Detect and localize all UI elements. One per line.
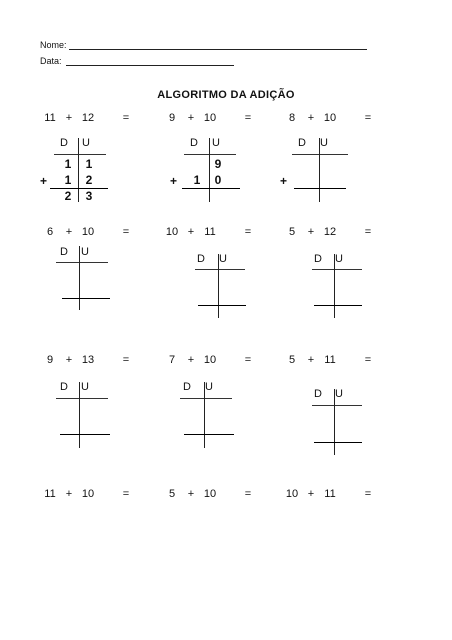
addend-b: 10: [203, 112, 217, 124]
units-label: U: [81, 246, 89, 258]
column-divider: [78, 138, 79, 202]
date-label: Data:: [40, 56, 62, 66]
header-line: [312, 405, 362, 406]
problem-1: [38, 112, 138, 222]
column-divider: [79, 382, 80, 448]
header-line: [54, 154, 106, 155]
units-label: U: [205, 381, 213, 393]
units-label: U: [82, 137, 90, 149]
digit-bottom-units: 2: [85, 173, 93, 187]
digit-top-units: 1: [85, 157, 93, 171]
units-label: U: [81, 381, 89, 393]
addend-b: 11: [324, 488, 336, 500]
tens-label: D: [60, 381, 68, 393]
column-divider: [204, 382, 205, 448]
equation: [160, 112, 260, 124]
addend-a: 5: [288, 354, 296, 366]
sum-line: [294, 188, 346, 189]
addend-b: 10: [81, 226, 95, 238]
header-line: [195, 269, 245, 270]
equals-sign: =: [122, 226, 130, 238]
addend-a: 10: [165, 226, 179, 238]
addend-b: 10: [323, 112, 337, 124]
tens-label: D: [183, 381, 191, 393]
equals-sign: =: [244, 226, 252, 238]
date-field[interactable]: [40, 56, 240, 68]
equation: [160, 354, 260, 366]
sum-line: [314, 442, 362, 443]
equals-sign: =: [244, 488, 252, 500]
units-label: U: [335, 253, 343, 265]
tens-label: D: [314, 253, 322, 265]
equation: [38, 112, 138, 124]
problem-10: [38, 488, 138, 598]
addend-a: 11: [44, 112, 56, 124]
addend-a: 10: [285, 488, 299, 500]
name-field[interactable]: [40, 40, 370, 52]
units-label: U: [335, 388, 343, 400]
header-line: [56, 262, 108, 263]
digit-bottom-tens: 1: [193, 173, 201, 187]
equals-sign: =: [122, 112, 130, 124]
addend-b: 10: [203, 488, 217, 500]
addend-a: 6: [46, 226, 54, 238]
operator: +: [307, 226, 315, 238]
addend-b: 12: [323, 226, 337, 238]
equals-sign: =: [364, 112, 372, 124]
column-divider: [209, 138, 210, 202]
units-label: U: [320, 137, 328, 149]
equals-sign: =: [364, 488, 372, 500]
problem-5: [160, 226, 260, 336]
addend-b: 11: [324, 354, 336, 366]
digit-bottom-tens: 1: [64, 173, 72, 187]
header-line: [312, 269, 362, 270]
sum-line: [62, 298, 110, 299]
operator: +: [307, 488, 315, 500]
problem-11: [160, 488, 260, 598]
problem-9: [280, 354, 380, 464]
operator: +: [187, 112, 195, 124]
sum-line: [184, 434, 234, 435]
addend-a: 5: [168, 488, 176, 500]
column-divider: [79, 246, 80, 310]
digit-result-tens: 2: [64, 189, 72, 203]
column-divider: [334, 389, 335, 455]
addend-b: 12: [81, 112, 95, 124]
column-divider: [218, 254, 219, 318]
problem-6: [280, 226, 380, 336]
equation: [38, 354, 138, 366]
plus-sign: +: [40, 174, 48, 188]
date-line[interactable]: [66, 65, 234, 66]
header-line: [56, 398, 108, 399]
addend-a: 9: [46, 354, 54, 366]
tens-label: D: [60, 137, 68, 149]
operator: +: [65, 488, 73, 500]
sum-line: [50, 188, 108, 189]
addend-a: 8: [288, 112, 296, 124]
addend-a: 5: [288, 226, 296, 238]
equals-sign: =: [364, 354, 372, 366]
equals-sign: =: [122, 488, 130, 500]
addend-b: 13: [81, 354, 95, 366]
sum-line: [198, 305, 246, 306]
equation: [280, 226, 380, 238]
operator: +: [307, 354, 315, 366]
problem-7: [38, 354, 138, 464]
equation: [280, 112, 380, 124]
units-label: U: [212, 137, 220, 149]
operator: +: [65, 354, 73, 366]
digit-bottom-units: 0: [214, 173, 222, 187]
operator: +: [65, 112, 73, 124]
problem-12: [280, 488, 380, 598]
equals-sign: =: [244, 112, 252, 124]
operator: +: [187, 488, 195, 500]
tens-label: D: [60, 246, 68, 258]
header-line: [184, 154, 236, 155]
addend-a: 7: [168, 354, 176, 366]
plus-sign: +: [170, 174, 178, 188]
digit-top-units: 9: [214, 157, 222, 171]
operator: +: [187, 354, 195, 366]
tens-label: D: [190, 137, 198, 149]
digit-top-tens: 1: [64, 157, 72, 171]
equation: [38, 226, 138, 238]
addend-b: 11: [204, 226, 216, 238]
header-line: [180, 398, 232, 399]
tens-label: D: [197, 253, 205, 265]
units-label: U: [219, 253, 227, 265]
equation: [160, 226, 260, 238]
operator: +: [307, 112, 315, 124]
problem-8: [160, 354, 260, 464]
equation: [160, 488, 260, 500]
tens-label: D: [314, 388, 322, 400]
column-divider: [319, 138, 320, 202]
sum-line: [182, 188, 240, 189]
tens-label: D: [298, 137, 306, 149]
sum-line: [314, 305, 362, 306]
equals-sign: =: [122, 354, 130, 366]
operator: +: [187, 226, 195, 238]
equation: [280, 488, 380, 500]
problem-4: [38, 226, 138, 336]
operator: +: [65, 226, 73, 238]
equation: [38, 488, 138, 500]
problem-2: [160, 112, 260, 222]
equals-sign: =: [244, 354, 252, 366]
equals-sign: =: [364, 226, 372, 238]
problem-3: [280, 112, 380, 222]
name-line[interactable]: [69, 49, 367, 50]
plus-sign: +: [280, 174, 288, 188]
column-divider: [334, 254, 335, 318]
addend-b: 10: [81, 488, 95, 500]
digit-result-units: 3: [85, 189, 93, 203]
addend-a: 9: [168, 112, 176, 124]
page-title: ALGORITMO DA ADIÇÃO: [157, 89, 295, 101]
header-line: [292, 154, 348, 155]
addend-b: 10: [203, 354, 217, 366]
name-label: Nome:: [40, 40, 67, 50]
sum-line: [60, 434, 110, 435]
equation: [280, 354, 380, 366]
addend-a: 11: [44, 488, 56, 500]
